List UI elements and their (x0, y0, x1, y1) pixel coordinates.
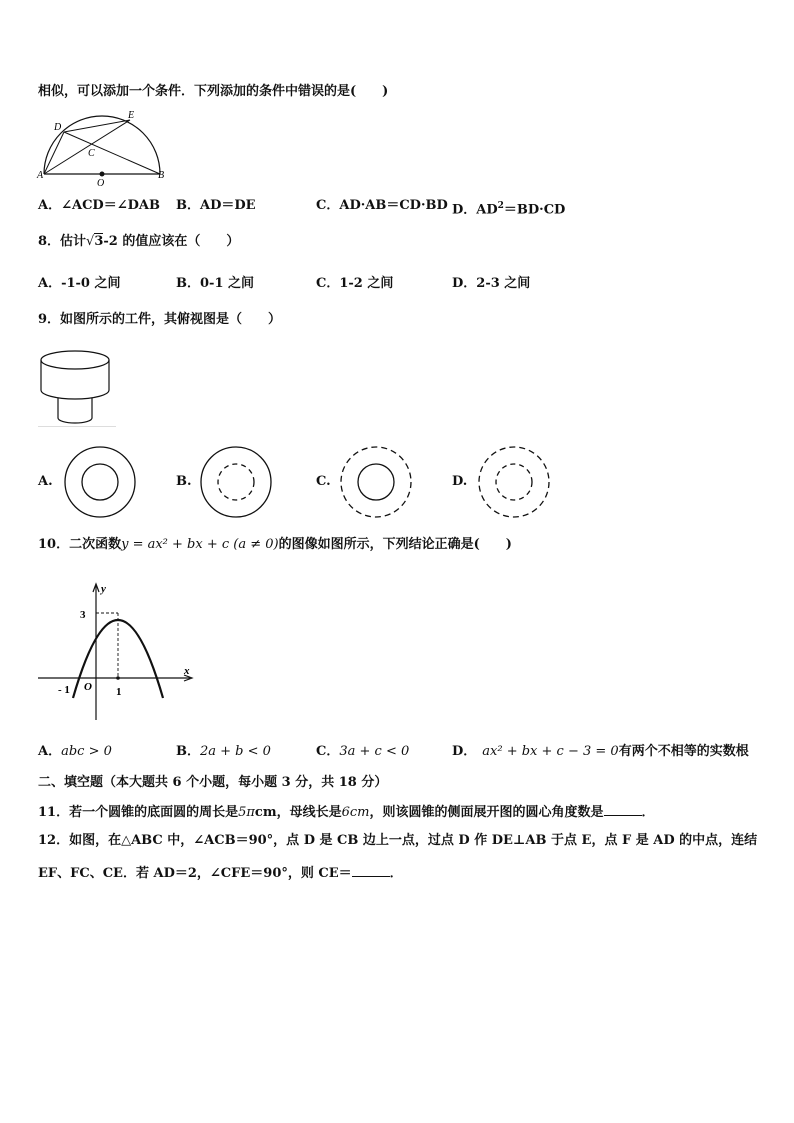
q9-option-c-figure (338, 444, 414, 520)
section-2-heading: 二、填空题（本大题共 6 个小题，每小题 3 分，共 18 分） (38, 775, 388, 790)
question-7-stem-continuation: 相似，可以添加一个条件．下列添加的条件中错误的是( ) (38, 84, 389, 99)
answer-blank[interactable] (352, 864, 390, 877)
tick-neg-1: - 1 (58, 684, 70, 696)
q7-option-b (176, 198, 256, 214)
label-C: C (88, 148, 95, 159)
q11-circumference: 5π (238, 805, 255, 820)
q7-option-d (452, 198, 565, 218)
option-letter: A． (38, 276, 62, 291)
option-letter: D． (452, 276, 477, 291)
option-letter: C． (316, 198, 340, 213)
question-9-stem: 9．如图所示的工件，其俯视图是（ ） (38, 312, 282, 327)
q9-option-d-letter: D. (452, 474, 468, 489)
q10-parabola-graph (36, 580, 196, 724)
option-text: ∠ACD＝∠DAB (61, 198, 160, 213)
q12-end: ． (389, 866, 403, 881)
q9-workpiece-figure (38, 346, 116, 430)
option-text: ＝BD·CD (503, 202, 566, 218)
label-A: A (37, 170, 44, 181)
option-text: 0-1 之间 (200, 276, 255, 291)
radicand: 3 (94, 234, 104, 249)
q11-text: ，则该圆锥的侧面展开图的圆心角度数是 (369, 805, 604, 820)
option-text: AD＝DE (200, 198, 256, 213)
q10-option-d (452, 744, 749, 760)
sqrt-sign: √ (86, 234, 95, 249)
q8-number: 8．估计 (38, 234, 87, 249)
option-letter: D． (452, 744, 477, 759)
option-text: 3a + c < 0 (339, 744, 410, 759)
option-text: AD (476, 202, 498, 218)
option-letter: D． (452, 202, 477, 218)
q10-option-c (316, 744, 409, 760)
q7-option-c (316, 198, 448, 214)
q10-tail: 的图像如图所示，下列结论正确是( ) (278, 537, 512, 552)
option-suffix: 有两个不相等的实数根 (618, 744, 749, 759)
q10-formula: y = ax² + bx + c (a ≠ 0) (121, 537, 279, 552)
tick-3: 3 (80, 609, 86, 621)
q9-option-a-letter: A. (38, 474, 53, 489)
label-D: D (54, 122, 62, 133)
question-8-stem (38, 234, 239, 250)
q10-option-a (38, 744, 112, 760)
q10-option-b (176, 744, 271, 760)
option-letter: A． (38, 198, 62, 213)
q12-text: EF、FC、CE．若 AD＝2，∠CFE＝90°，则 CE＝ (38, 866, 352, 881)
superscript: 2 (497, 201, 504, 211)
option-text: AD·AB＝CD·BD (339, 198, 448, 213)
label-O: O (97, 178, 105, 188)
q8-option-d (452, 276, 530, 292)
q9-option-b-letter: B. (176, 474, 192, 489)
q7-option-a (38, 198, 160, 214)
label-B: B (158, 170, 165, 181)
q8-tail: -2 的值应该在（ ） (103, 234, 240, 249)
q9-option-c-letter: C. (316, 474, 331, 489)
q8-option-a (38, 276, 121, 292)
question-12-line-2 (38, 864, 403, 882)
origin-label: O (84, 681, 92, 693)
q11-text: 11．若一个圆锥的底面圆的周长是 (38, 805, 239, 820)
tick-1: 1 (116, 686, 122, 698)
answer-blank[interactable] (604, 803, 642, 816)
q9-option-b-figure (198, 444, 274, 520)
option-letter: B． (176, 744, 200, 759)
q11-end: ． (641, 805, 655, 820)
option-letter: A． (38, 744, 62, 759)
x-axis-label: x (184, 665, 190, 677)
option-text: 2a + b < 0 (200, 744, 271, 759)
q10-number: 10．二次函数 (38, 537, 122, 552)
option-text: ax² + bx + c − 3 = 0 (482, 744, 619, 759)
q9-option-d-figure (476, 444, 552, 520)
label-E: E (128, 110, 135, 121)
q7-semicircle-figure (36, 108, 170, 188)
option-letter: B． (176, 198, 200, 213)
option-letter: C． (316, 276, 340, 291)
question-11 (38, 803, 655, 821)
q9-option-a-figure (62, 444, 138, 520)
q11-slant: 6cm (341, 805, 370, 820)
option-letter: C． (316, 744, 340, 759)
question-12-line-1: 12．如图，在△ABC 中，∠ACB＝90°，点 D 是 CB 边上一点，过点 D 作 DE⊥AB 于点 E，点 F 是 AD 的中点，连结 (38, 833, 758, 848)
option-letter: B． (176, 276, 200, 291)
option-text: 2-3 之间 (476, 276, 531, 291)
y-axis-label: y (101, 583, 106, 595)
option-text: -1-0 之间 (61, 276, 121, 291)
option-text: 1-2 之间 (339, 276, 394, 291)
q8-option-c (316, 276, 393, 292)
q8-option-b (176, 276, 254, 292)
q11-text: cm，母线长是 (254, 805, 342, 820)
option-text: abc > 0 (61, 744, 112, 759)
question-10-stem (38, 537, 512, 553)
